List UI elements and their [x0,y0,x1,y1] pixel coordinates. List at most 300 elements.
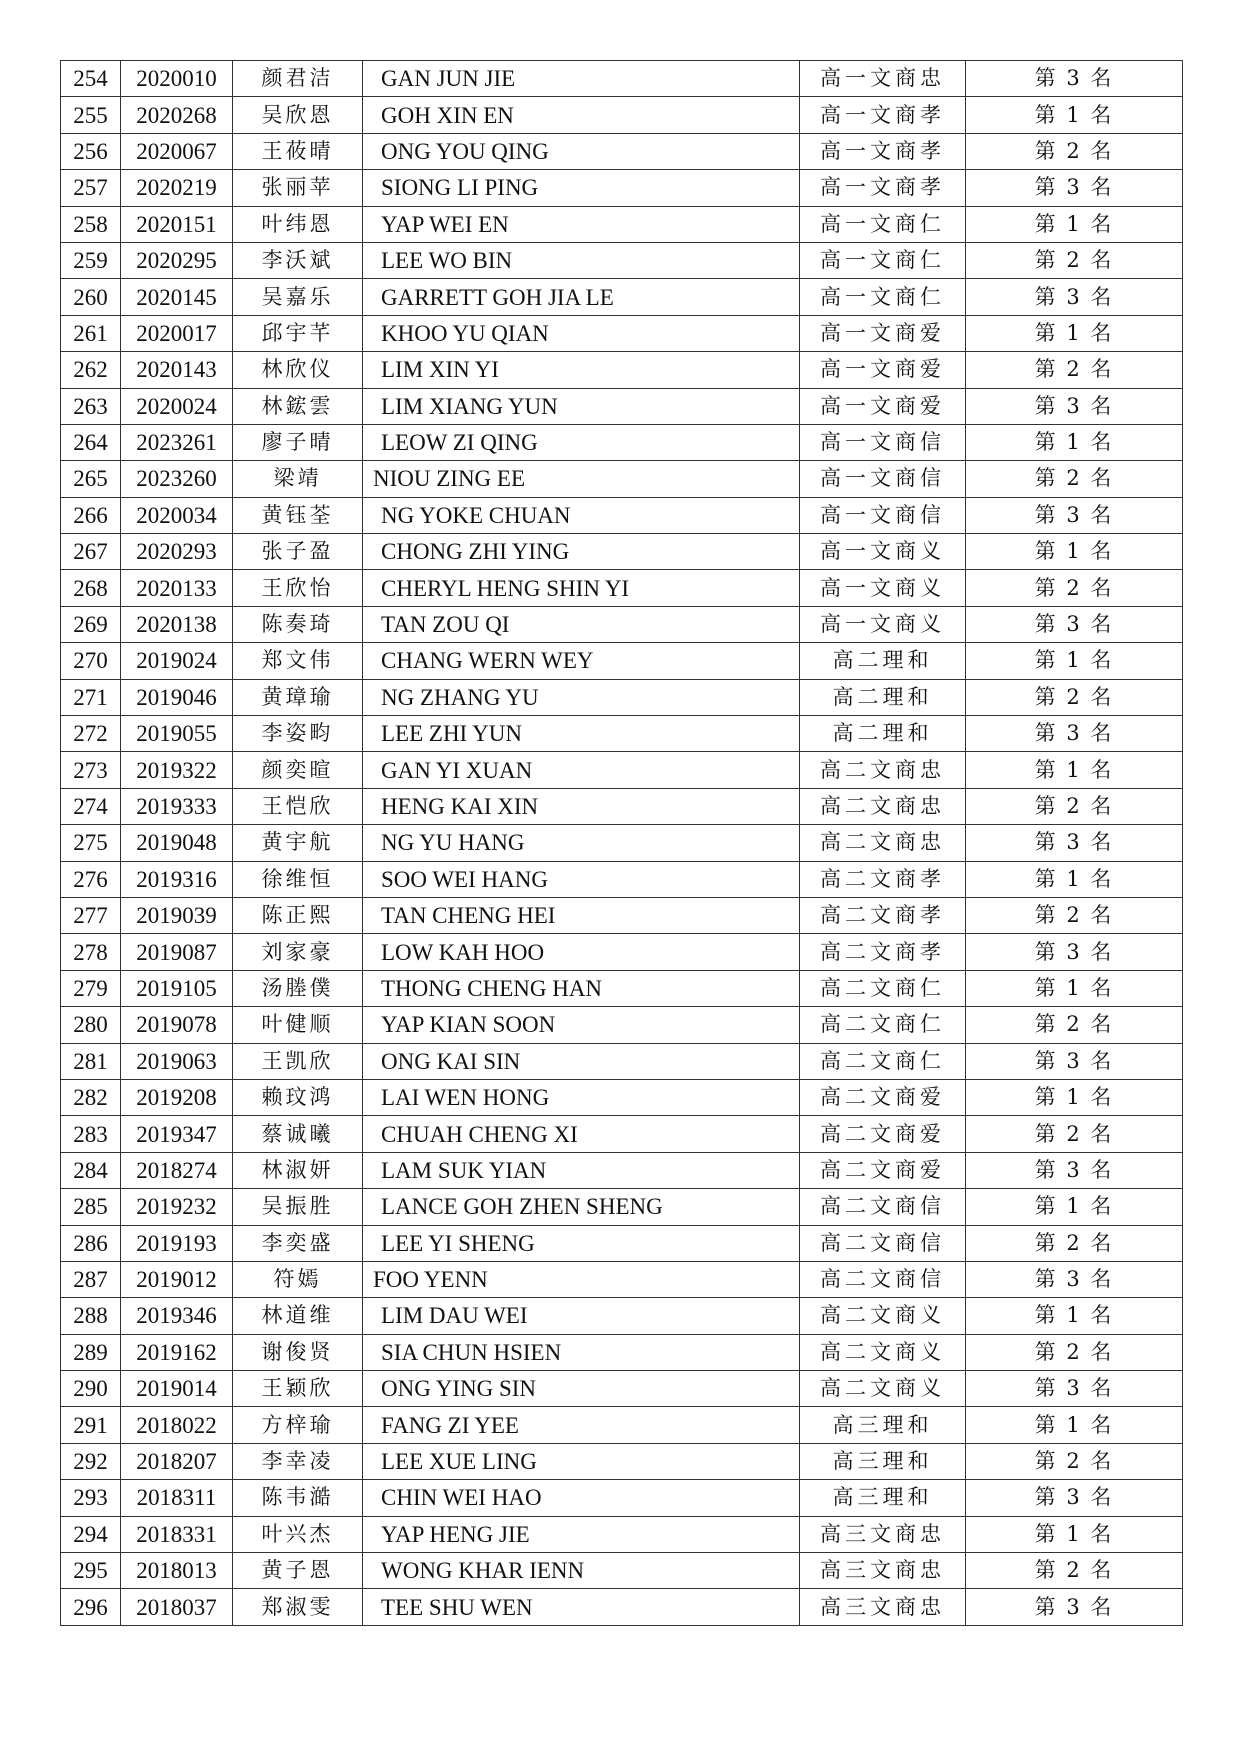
english-name-cell: ONG YOU QING [363,133,800,169]
table-row [61,352,1183,388]
chinese-name-cell: 张子盈 [233,534,363,570]
chinese-name-cell: 叶兴杰 [233,1516,363,1552]
rank-cell: 第 3 名 [966,825,1183,861]
student-id-cell: 2019316 [121,861,233,897]
rank-cell: 第 2 名 [966,352,1183,388]
english-name-cell: LOW KAH HOO [363,934,800,970]
chinese-name-cell: 吴欣恩 [233,97,363,133]
english-name-cell: YAP KIAN SOON [363,1007,800,1043]
row-number-cell: 293 [61,1480,121,1516]
chinese-name-cell: 林道维 [233,1298,363,1334]
english-name-cell: THONG CHENG HAN [363,970,800,1006]
table-row [61,1553,1183,1589]
rank-cell: 第 2 名 [966,788,1183,824]
chinese-name-cell: 刘家豪 [233,934,363,970]
rank-cell: 第 2 名 [966,679,1183,715]
student-id-cell: 2019232 [121,1189,233,1225]
class-name-cell: 高二文商信 [800,1189,966,1225]
rank-cell: 第 2 名 [966,1007,1183,1043]
student-id-cell: 2020145 [121,279,233,315]
class-name-cell: 高一文商爱 [800,315,966,351]
chinese-name-cell: 李姿畇 [233,716,363,752]
class-name-cell: 高三理和 [800,1480,966,1516]
english-name-cell: TEE SHU WEN [363,1589,800,1625]
rank-cell: 第 2 名 [966,133,1183,169]
student-id-cell: 2018274 [121,1152,233,1188]
row-number-cell: 287 [61,1261,121,1297]
row-number-cell: 269 [61,606,121,642]
english-name-cell: SIONG LI PING [363,170,800,206]
rank-cell: 第 1 名 [966,315,1183,351]
english-name-cell: CHONG ZHI YING [363,534,800,570]
rank-cell: 第 1 名 [966,970,1183,1006]
english-name-cell: GAN YI XUAN [363,752,800,788]
class-name-cell: 高二理和 [800,716,966,752]
class-name-cell: 高一文商爱 [800,352,966,388]
class-name-cell: 高一文商孝 [800,133,966,169]
rank-cell: 第 2 名 [966,461,1183,497]
rank-cell: 第 1 名 [966,752,1183,788]
student-id-cell: 2019055 [121,716,233,752]
row-number-cell: 265 [61,461,121,497]
table-row [61,206,1183,242]
student-id-cell: 2018037 [121,1589,233,1625]
chinese-name-cell: 郑文伟 [233,643,363,679]
english-name-cell: KHOO YU QIAN [363,315,800,351]
rank-cell: 第 3 名 [966,279,1183,315]
student-id-cell: 2019346 [121,1298,233,1334]
class-name-cell: 高二文商仁 [800,1043,966,1079]
english-name-cell: NG YU HANG [363,825,800,861]
english-name-cell: CHANG WERN WEY [363,643,800,679]
student-id-cell: 2018331 [121,1516,233,1552]
english-name-cell: GAN JUN JIE [363,61,800,97]
chinese-name-cell: 黄钰荃 [233,497,363,533]
chinese-name-cell: 王莜晴 [233,133,363,169]
student-id-cell: 2020143 [121,352,233,388]
class-name-cell: 高二文商忠 [800,752,966,788]
chinese-name-cell: 蔡诚曦 [233,1116,363,1152]
chinese-name-cell: 黄宇航 [233,825,363,861]
chinese-name-cell: 汤塍僕 [233,970,363,1006]
student-id-cell: 2020293 [121,534,233,570]
english-name-cell: LANCE GOH ZHEN SHENG [363,1189,800,1225]
student-id-cell: 2018311 [121,1480,233,1516]
student-id-cell: 2019162 [121,1334,233,1370]
row-number-cell: 257 [61,170,121,206]
table-row [61,643,1183,679]
english-name-cell: NG ZHANG YU [363,679,800,715]
rank-cell: 第 1 名 [966,1189,1183,1225]
rank-cell: 第 3 名 [966,61,1183,97]
chinese-name-cell: 李奕盛 [233,1225,363,1261]
student-id-cell: 2019087 [121,934,233,970]
rank-cell: 第 2 名 [966,570,1183,606]
chinese-name-cell: 谢俊贤 [233,1334,363,1370]
row-number-cell: 288 [61,1298,121,1334]
english-name-cell: CHUAH CHENG XI [363,1116,800,1152]
row-number-cell: 263 [61,388,121,424]
row-number-cell: 277 [61,897,121,933]
table-row [61,752,1183,788]
class-name-cell: 高二理和 [800,643,966,679]
table-row [61,1589,1183,1625]
table-row [61,716,1183,752]
class-name-cell: 高一文商信 [800,461,966,497]
row-number-cell: 255 [61,97,121,133]
student-id-cell: 2020017 [121,315,233,351]
class-name-cell: 高一文商孝 [800,170,966,206]
rank-cell: 第 1 名 [966,1407,1183,1443]
rank-cell: 第 2 名 [966,1553,1183,1589]
english-name-cell: YAP HENG JIE [363,1516,800,1552]
row-number-cell: 296 [61,1589,121,1625]
student-id-cell: 2019024 [121,643,233,679]
english-name-cell: LIM DAU WEI [363,1298,800,1334]
table-row [61,934,1183,970]
rank-cell: 第 3 名 [966,1371,1183,1407]
chinese-name-cell: 叶健顺 [233,1007,363,1043]
class-name-cell: 高三理和 [800,1407,966,1443]
class-name-cell: 高二文商仁 [800,1007,966,1043]
row-number-cell: 254 [61,61,121,97]
table-row [61,1043,1183,1079]
student-id-cell: 2019105 [121,970,233,1006]
english-name-cell: CHIN WEI HAO [363,1480,800,1516]
english-name-cell: LIM XIANG YUN [363,388,800,424]
rank-cell: 第 2 名 [966,1116,1183,1152]
english-name-cell: NIOU ZING EE [363,461,800,497]
table-row [61,1261,1183,1297]
table-row [61,1152,1183,1188]
english-name-cell: SOO WEI HANG [363,861,800,897]
table-row [61,1298,1183,1334]
class-name-cell: 高一文商义 [800,534,966,570]
row-number-cell: 295 [61,1553,121,1589]
chinese-name-cell: 符嫣 [233,1261,363,1297]
chinese-name-cell: 赖玟鸿 [233,1079,363,1115]
row-number-cell: 264 [61,424,121,460]
rank-cell: 第 1 名 [966,861,1183,897]
rank-cell: 第 3 名 [966,1589,1183,1625]
rank-cell: 第 1 名 [966,1079,1183,1115]
student-ranking-table [60,60,1183,1626]
english-name-cell: YAP WEI EN [363,206,800,242]
table-row [61,570,1183,606]
table-row [61,315,1183,351]
row-number-cell: 267 [61,534,121,570]
table-row [61,61,1183,97]
row-number-cell: 274 [61,788,121,824]
chinese-name-cell: 吴振胜 [233,1189,363,1225]
class-name-cell: 高二文商信 [800,1261,966,1297]
rank-cell: 第 1 名 [966,424,1183,460]
english-name-cell: HENG KAI XIN [363,788,800,824]
english-name-cell: TAN CHENG HEI [363,897,800,933]
row-number-cell: 259 [61,242,121,278]
row-number-cell: 270 [61,643,121,679]
rank-cell: 第 3 名 [966,716,1183,752]
table-row [61,1007,1183,1043]
english-name-cell: GARRETT GOH JIA LE [363,279,800,315]
table-row [61,970,1183,1006]
row-number-cell: 262 [61,352,121,388]
chinese-name-cell: 陈正熙 [233,897,363,933]
chinese-name-cell: 邱宇芊 [233,315,363,351]
rank-cell: 第 3 名 [966,606,1183,642]
english-name-cell: ONG KAI SIN [363,1043,800,1079]
class-name-cell: 高二文商信 [800,1225,966,1261]
class-name-cell: 高二文商义 [800,1371,966,1407]
chinese-name-cell: 陈奏琦 [233,606,363,642]
row-number-cell: 286 [61,1225,121,1261]
rank-cell: 第 2 名 [966,1225,1183,1261]
table-body [61,61,1183,1626]
student-id-cell: 2019039 [121,897,233,933]
student-id-cell: 2020151 [121,206,233,242]
chinese-name-cell: 王颖欣 [233,1371,363,1407]
student-id-cell: 2020133 [121,570,233,606]
row-number-cell: 258 [61,206,121,242]
student-id-cell: 2019347 [121,1116,233,1152]
row-number-cell: 279 [61,970,121,1006]
class-name-cell: 高一文商爱 [800,388,966,424]
row-number-cell: 266 [61,497,121,533]
chinese-name-cell: 黄璋瑜 [233,679,363,715]
student-id-cell: 2019046 [121,679,233,715]
student-id-cell: 2019048 [121,825,233,861]
english-name-cell: LEE YI SHENG [363,1225,800,1261]
chinese-name-cell: 王凯欣 [233,1043,363,1079]
row-number-cell: 282 [61,1079,121,1115]
chinese-name-cell: 陈韦澔 [233,1480,363,1516]
chinese-name-cell: 郑淑雯 [233,1589,363,1625]
student-id-cell: 2020024 [121,388,233,424]
student-id-cell: 2020067 [121,133,233,169]
english-name-cell: TAN ZOU QI [363,606,800,642]
class-name-cell: 高三理和 [800,1443,966,1479]
table-row [61,1480,1183,1516]
row-number-cell: 256 [61,133,121,169]
class-name-cell: 高三文商忠 [800,1589,966,1625]
student-id-cell: 2020010 [121,61,233,97]
rank-cell: 第 3 名 [966,1152,1183,1188]
class-name-cell: 高二文商爱 [800,1116,966,1152]
class-name-cell: 高二文商忠 [800,788,966,824]
row-number-cell: 285 [61,1189,121,1225]
chinese-name-cell: 林淑妍 [233,1152,363,1188]
rank-cell: 第 3 名 [966,1043,1183,1079]
class-name-cell: 高二文商孝 [800,861,966,897]
class-name-cell: 高一文商仁 [800,242,966,278]
class-name-cell: 高三文商忠 [800,1553,966,1589]
student-id-cell: 2018022 [121,1407,233,1443]
table-row [61,1334,1183,1370]
row-number-cell: 275 [61,825,121,861]
student-id-cell: 2020219 [121,170,233,206]
table-row [61,897,1183,933]
table-row [61,170,1183,206]
rank-cell: 第 2 名 [966,897,1183,933]
table-row [61,1443,1183,1479]
chinese-name-cell: 张丽苹 [233,170,363,206]
table-row [61,534,1183,570]
rank-cell: 第 2 名 [966,242,1183,278]
english-name-cell: ONG YING SIN [363,1371,800,1407]
class-name-cell: 高一文商孝 [800,97,966,133]
chinese-name-cell: 林欣仪 [233,352,363,388]
class-name-cell: 高二文商爱 [800,1079,966,1115]
student-id-cell: 2019014 [121,1371,233,1407]
table-row [61,497,1183,533]
table-row [61,388,1183,424]
row-number-cell: 268 [61,570,121,606]
rank-cell: 第 1 名 [966,206,1183,242]
chinese-name-cell: 李沃斌 [233,242,363,278]
row-number-cell: 284 [61,1152,121,1188]
student-id-cell: 2023261 [121,424,233,460]
class-name-cell: 高一文商忠 [800,61,966,97]
row-number-cell: 278 [61,934,121,970]
table-row [61,424,1183,460]
english-name-cell: NG YOKE CHUAN [363,497,800,533]
class-name-cell: 高二文商忠 [800,825,966,861]
rank-cell: 第 1 名 [966,1516,1183,1552]
chinese-name-cell: 颜君洁 [233,61,363,97]
english-name-cell: FANG ZI YEE [363,1407,800,1443]
english-name-cell: LAI WEN HONG [363,1079,800,1115]
row-number-cell: 290 [61,1371,121,1407]
chinese-name-cell: 叶纬恩 [233,206,363,242]
student-id-cell: 2019193 [121,1225,233,1261]
chinese-name-cell: 廖子晴 [233,424,363,460]
english-name-cell: FOO YENN [363,1261,800,1297]
class-name-cell: 高二理和 [800,679,966,715]
table-row [61,1407,1183,1443]
class-name-cell: 高三文商忠 [800,1516,966,1552]
rank-cell: 第 1 名 [966,1298,1183,1334]
table-row [61,825,1183,861]
rank-cell: 第 3 名 [966,170,1183,206]
class-name-cell: 高一文商仁 [800,279,966,315]
table-row [61,461,1183,497]
class-name-cell: 高一文商仁 [800,206,966,242]
english-name-cell: LIM XIN YI [363,352,800,388]
english-name-cell: LEE XUE LING [363,1443,800,1479]
class-name-cell: 高一文商义 [800,570,966,606]
english-name-cell: WONG KHAR IENN [363,1553,800,1589]
rank-cell: 第 2 名 [966,1334,1183,1370]
chinese-name-cell: 王恺欣 [233,788,363,824]
row-number-cell: 281 [61,1043,121,1079]
student-id-cell: 2019063 [121,1043,233,1079]
table-row [61,679,1183,715]
row-number-cell: 292 [61,1443,121,1479]
row-number-cell: 272 [61,716,121,752]
class-name-cell: 高二文商义 [800,1334,966,1370]
table-row [61,1371,1183,1407]
student-id-cell: 2020034 [121,497,233,533]
student-id-cell: 2020138 [121,606,233,642]
chinese-name-cell: 方梓瑜 [233,1407,363,1443]
table-row [61,1225,1183,1261]
table-row [61,788,1183,824]
student-id-cell: 2020268 [121,97,233,133]
student-id-cell: 2020295 [121,242,233,278]
english-name-cell: LAM SUK YIAN [363,1152,800,1188]
row-number-cell: 291 [61,1407,121,1443]
table-row [61,1079,1183,1115]
english-name-cell: CHERYL HENG SHIN YI [363,570,800,606]
table-row [61,133,1183,169]
chinese-name-cell: 李幸凌 [233,1443,363,1479]
rank-cell: 第 3 名 [966,388,1183,424]
row-number-cell: 289 [61,1334,121,1370]
student-id-cell: 2018013 [121,1553,233,1589]
row-number-cell: 261 [61,315,121,351]
student-id-cell: 2019333 [121,788,233,824]
english-name-cell: LEOW ZI QING [363,424,800,460]
rank-cell: 第 1 名 [966,97,1183,133]
table-row [61,861,1183,897]
chinese-name-cell: 颜奕暄 [233,752,363,788]
student-id-cell: 2023260 [121,461,233,497]
student-id-cell: 2019078 [121,1007,233,1043]
table-row [61,1116,1183,1152]
class-name-cell: 高二文商义 [800,1298,966,1334]
chinese-name-cell: 梁靖 [233,461,363,497]
row-number-cell: 294 [61,1516,121,1552]
chinese-name-cell: 黄子恩 [233,1553,363,1589]
class-name-cell: 高一文商信 [800,497,966,533]
english-name-cell: GOH XIN EN [363,97,800,133]
class-name-cell: 高二文商孝 [800,934,966,970]
table-row [61,1516,1183,1552]
table-row [61,97,1183,133]
table-row [61,242,1183,278]
rank-cell: 第 2 名 [966,1443,1183,1479]
student-id-cell: 2018207 [121,1443,233,1479]
row-number-cell: 260 [61,279,121,315]
rank-cell: 第 3 名 [966,934,1183,970]
rank-cell: 第 1 名 [966,643,1183,679]
chinese-name-cell: 吴嘉乐 [233,279,363,315]
english-name-cell: LEE ZHI YUN [363,716,800,752]
row-number-cell: 276 [61,861,121,897]
table-row [61,279,1183,315]
english-name-cell: SIA CHUN HSIEN [363,1334,800,1370]
class-name-cell: 高二文商孝 [800,897,966,933]
rank-cell: 第 3 名 [966,497,1183,533]
table-row [61,1189,1183,1225]
row-number-cell: 280 [61,1007,121,1043]
rank-cell: 第 3 名 [966,1261,1183,1297]
row-number-cell: 271 [61,679,121,715]
english-name-cell: LEE WO BIN [363,242,800,278]
table-row [61,606,1183,642]
student-id-cell: 2019208 [121,1079,233,1115]
row-number-cell: 273 [61,752,121,788]
class-name-cell: 高二文商仁 [800,970,966,1006]
student-id-cell: 2019012 [121,1261,233,1297]
chinese-name-cell: 林鋐雲 [233,388,363,424]
class-name-cell: 高一文商义 [800,606,966,642]
class-name-cell: 高一文商信 [800,424,966,460]
student-id-cell: 2019322 [121,752,233,788]
rank-cell: 第 3 名 [966,1480,1183,1516]
rank-cell: 第 1 名 [966,534,1183,570]
chinese-name-cell: 徐维恒 [233,861,363,897]
